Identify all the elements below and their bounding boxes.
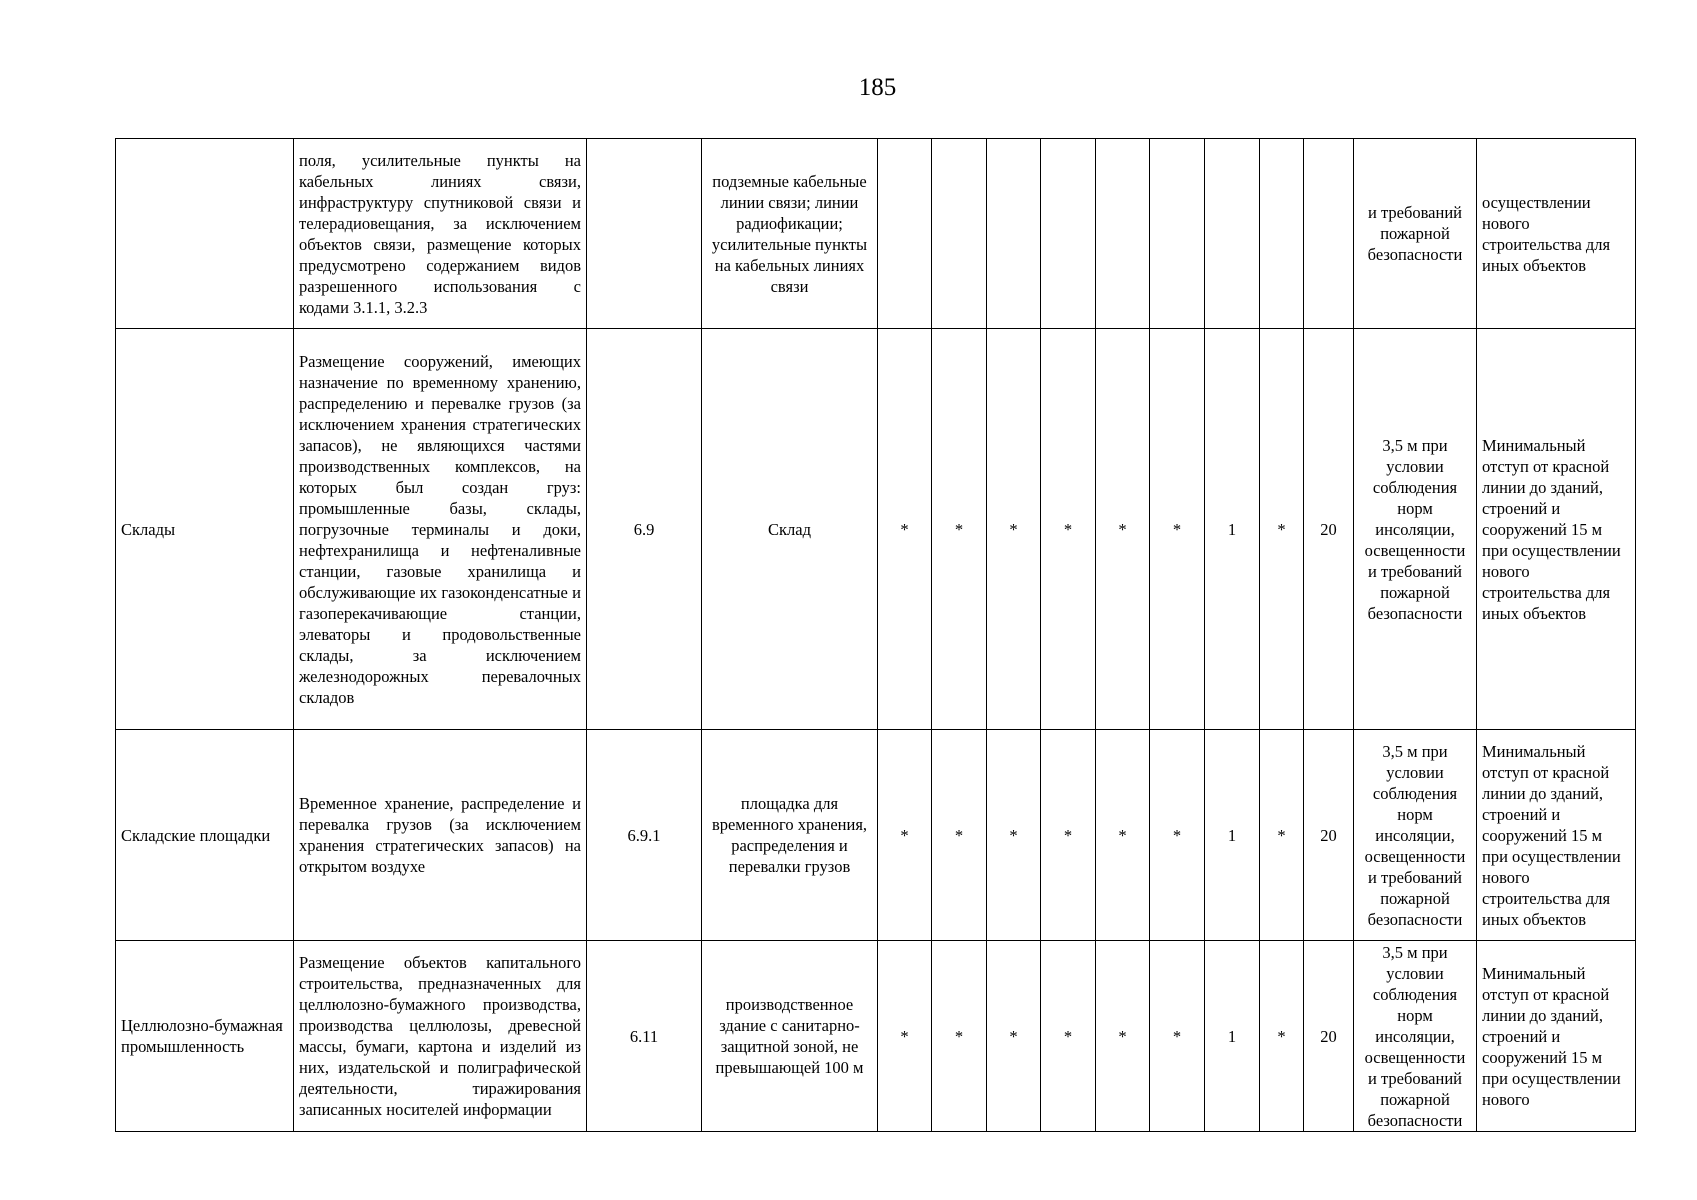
param-cell: * xyxy=(987,730,1041,941)
param-cell: 1 xyxy=(1205,941,1260,1132)
use-code: 6.11 xyxy=(587,941,702,1132)
param-cell: 20 xyxy=(1304,329,1354,730)
param-cell xyxy=(1041,139,1096,329)
use-description: Размещение сооружений, имеющих назначение по временному хранению, распределению и перевалке грузов (за исключением хранения стратегических запасов), не являющихся частями производственных комплексов, на которых был создан груз: промышленные базы, склады, погрузочные терминалы и доки, нефтехранилища и нефтеналивные станции, газовые хранилища и обслуживающие их газоконденсатные и газоперекачивающие станции, элеваторы и продовольственные склады, за исключением железнодорожных перевалочных складов xyxy=(294,329,587,730)
table-row xyxy=(116,329,1636,730)
min-setback: Минимальный отступ от красной линии до зданий, строений и сооружений 15 м при осуществлении нового строительства для иных объектов xyxy=(1477,329,1636,730)
permitted-object: площадка для временного хранения, распределения и перевалки грузов xyxy=(702,730,878,941)
param-cell: 20 xyxy=(1304,730,1354,941)
param-cell: * xyxy=(1150,329,1205,730)
param-cell: * xyxy=(1150,941,1205,1132)
param-cell: 1 xyxy=(1205,329,1260,730)
param-cell: * xyxy=(932,730,987,941)
permitted-object: подземные кабельные линии связи; линии радиофикации; усилительные пункты на кабельных линиях связи xyxy=(702,139,878,329)
param-cell: * xyxy=(932,941,987,1132)
param-cell xyxy=(987,139,1041,329)
param-cell xyxy=(932,139,987,329)
param-cell: * xyxy=(1041,941,1096,1132)
param-cell: * xyxy=(932,329,987,730)
use-description: поля, усилительные пункты на кабельных линиях связи, инфраструктуру спутниковой связи и телерадиовещания, за исключением объектов связи, размещение которых предусмотрено содержанием видов разрешенного использования с кодами 3.1.1, 3.2.3 xyxy=(294,139,587,329)
param-cell: * xyxy=(1260,730,1304,941)
param-cell: * xyxy=(987,329,1041,730)
param-cell: * xyxy=(1260,329,1304,730)
param-cell: * xyxy=(1096,941,1150,1132)
table-row xyxy=(116,941,1636,1132)
param-cell: * xyxy=(878,941,932,1132)
param-cell xyxy=(878,139,932,329)
setback-condition: 3,5 м при условии соблюдения норм инсоляции, освещенности и требований пожарной безопасности xyxy=(1354,329,1477,730)
use-name: Целлюлозно-бумажная промышленность xyxy=(116,941,294,1132)
use-name xyxy=(116,139,294,329)
page-number: 185 xyxy=(858,74,897,101)
param-cell: * xyxy=(1041,730,1096,941)
land-use-table xyxy=(115,138,1636,1132)
param-cell: * xyxy=(1096,730,1150,941)
param-cell: * xyxy=(987,941,1041,1132)
use-description: Временное хранение, распределение и перевалка грузов (за исключением хранения стратегических запасов) на открытом воздухе xyxy=(294,730,587,941)
setback-condition: и требований пожарной безопасности xyxy=(1354,139,1477,329)
permitted-object: Склад xyxy=(702,329,878,730)
setback-condition: 3,5 м при условии соблюдения норм инсоляции, освещенности и требований пожарной безопасности xyxy=(1354,730,1477,941)
param-cell: * xyxy=(1260,941,1304,1132)
param-cell xyxy=(1205,139,1260,329)
table-row xyxy=(116,139,1636,329)
param-cell: * xyxy=(878,329,932,730)
use-name: Складские площадки xyxy=(116,730,294,941)
param-cell xyxy=(1150,139,1205,329)
min-setback: Минимальный отступ от красной линии до зданий, строений и сооружений 15 м при осуществлении нового xyxy=(1477,941,1636,1132)
param-cell: 1 xyxy=(1205,730,1260,941)
min-setback: Минимальный отступ от красной линии до зданий, строений и сооружений 15 м при осуществлении нового строительства для иных объектов xyxy=(1477,730,1636,941)
param-cell xyxy=(1304,139,1354,329)
param-cell xyxy=(1260,139,1304,329)
table-row xyxy=(116,730,1636,941)
param-cell: * xyxy=(1150,730,1205,941)
use-description: Размещение объектов капитального строительства, предназначенных для целлюлозно-бумажного производства, производства целлюлозы, древесной массы, бумаги, картона и изделий из них, издательской и полиграфической деятельности, тиражирования записанных носителей информации xyxy=(294,941,587,1132)
use-name: Склады xyxy=(116,329,294,730)
use-code: 6.9.1 xyxy=(587,730,702,941)
min-setback: осуществлении нового строительства для иных объектов xyxy=(1477,139,1636,329)
param-cell: * xyxy=(878,730,932,941)
setback-condition: 3,5 м при условии соблюдения норм инсоляции, освещенности и требований пожарной безопасности xyxy=(1354,941,1477,1132)
param-cell: * xyxy=(1096,329,1150,730)
param-cell xyxy=(1096,139,1150,329)
use-code: 6.9 xyxy=(587,329,702,730)
use-code xyxy=(587,139,702,329)
permitted-object: производственное здание с санитарно-защитной зоной, не превышающей 100 м xyxy=(702,941,878,1132)
param-cell: 20 xyxy=(1304,941,1354,1132)
param-cell: * xyxy=(1041,329,1096,730)
